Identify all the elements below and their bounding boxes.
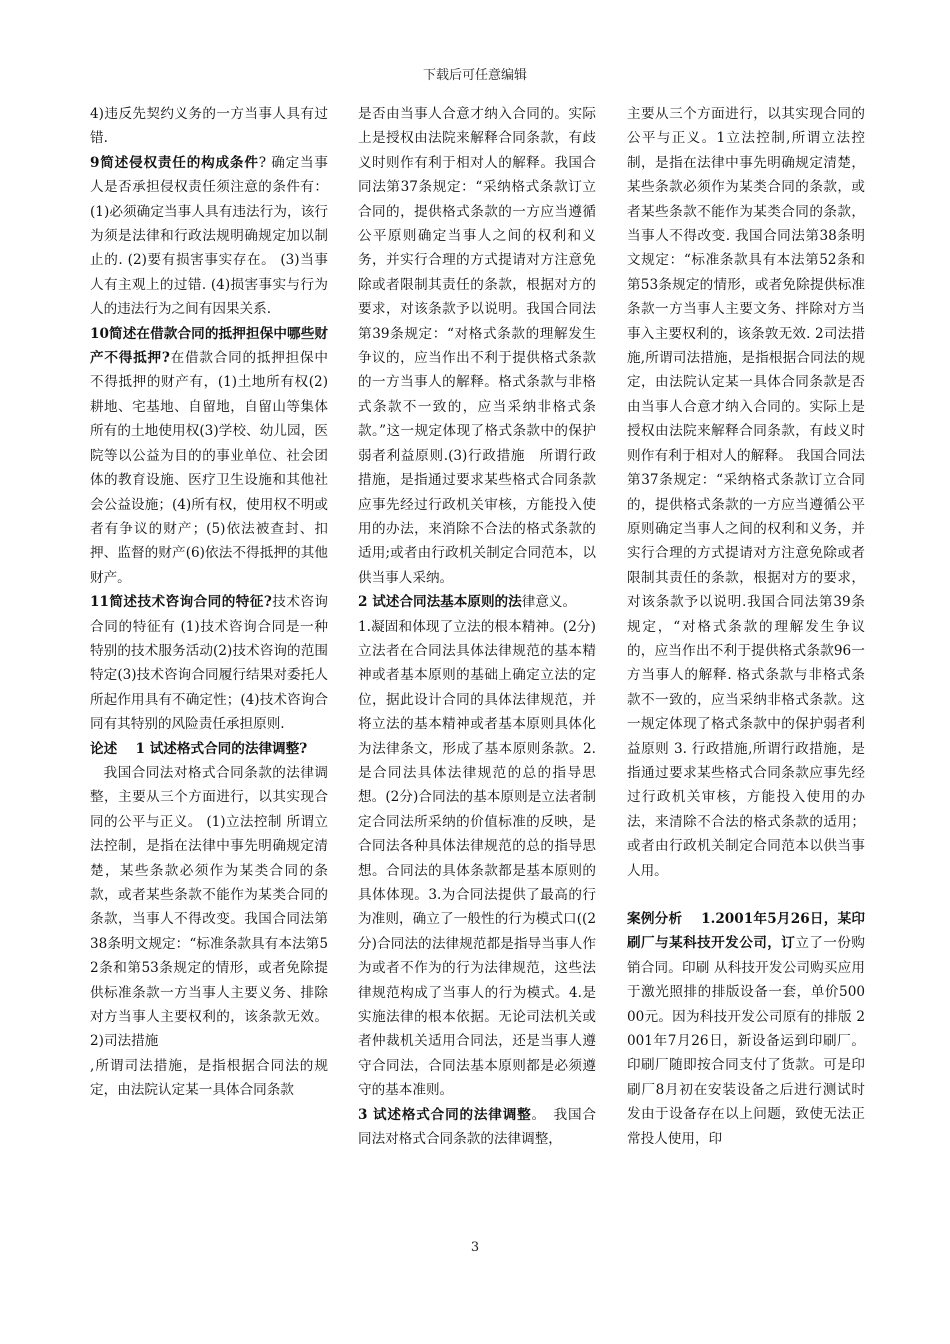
question-title: 9简述侵权责任的构成条件: [90, 154, 259, 171]
spacer: [627, 883, 865, 907]
essay-heading: 论述 1 试述格式合同的法律调整?: [90, 740, 308, 757]
column-right: [627, 102, 865, 1151]
page-header: 下载后可任意编辑: [422, 68, 527, 83]
question-answer: 在借款合同的抵押担保中不得抵押的财产有，(1)土地所有权(2)耕地、宅基地、自留地，自留山等集体所有的土地使用权(3)学校、幼儿园，医院等以公益为目的的事业单位、社会团体的教育设施、医疗卫生设施和其他社会公益设施；(4)所有权，使用权不明或者有争议的财产；(5)依法被查封、扣押、监督的财产(6)依法不得抵押的其他财产。: [90, 350, 329, 586]
paragraph: 我国合同法对格式合同条款的法律调整，主要从三个方面进行，以其实现合同的公平与正义。 (1)立法控制 所谓立法控制，是指在法律中事先明确规定清楚，某些条款必须作为某类合同的条款，或者某些条款不能作为某类合同的条款，当事人不得改变。我国合同法第38条明文规定：“标准条款具有本法第52条和第53条规定的情形，或者免除提供标准条款一方当事人主要义务、排除对方当事人主要权利的，该条款无效。 2)司法措施: [90, 764, 328, 1050]
question-answer: ? 确定当事人是否承担侵权责任须注意的条件有：(1)必须确定当事人具有违法行为，该行为须是法律和行政法规明确规定加以制止的. (2)要有损害事实存在。 (3)当事人有主观上的过错. (4)损害事实与行为人的违法行为之间有因果关系.: [90, 154, 329, 318]
question-title: 10简述在借款合同的抵押担保中哪些财产不得抵押?: [90, 325, 328, 367]
essay-question-2: [358, 590, 596, 614]
column-middle: [358, 102, 596, 1151]
paragraph: 4)违反先契约义务的一方当事人具有过错.: [90, 106, 328, 147]
page-number: 3: [470, 1240, 480, 1255]
case-title: 案例分析 1.2001年5月26日，某印刷厂与某科技开发公司，订: [627, 911, 865, 952]
question-9: [90, 151, 328, 322]
question-11: [90, 590, 328, 736]
paragraph: ,所谓司法措施，是指根据合同法的规定，由法院认定某一具体合同条款: [90, 1057, 328, 1099]
question-title: 3 试述格式合同的法律调整: [358, 1106, 532, 1123]
paragraph: 是否由当事人合意才纳入合同的。实际上是授权由法院来解释合同条款，有歧义时则作有利于相对人的解释。我国合同法第37条规定：“采纳格式条款订立合同的，提供格式条款的一方应当遵循公平原则确定当事人之间的权利和义务，并实行合理的方式提请对方注意免除或者限制其责任的条款，根据对方的要求，对该条款予以说明。我国合同法第39条规定：“对格式条款的理解发生争议的，应当作出不利于提供格式条款的一方当事人的解释。格式条款与非格式条款不一致的，应当采纳非格式条款。”这一规定体现了格式条款中的保护弱者利益原则.(3)行政措施 所谓行政措施，是指通过要求某些格式合同条款应事先经过行政机关审核，方能投入使用的办法，来消除不合法的格式条款的适用;或者由行政机关制定合同范本，以供当事人采纳。: [358, 106, 596, 586]
question-title: 11简述技术咨询合同的特征?: [90, 594, 272, 611]
question-answer: 。 我国合同法对格式合同条款的法律调整，: [358, 1106, 596, 1148]
question-title-tail: 律意义。: [521, 594, 577, 611]
case-analysis: [627, 907, 865, 1151]
essay-question-3: [358, 1103, 596, 1152]
paragraph: 1.凝固和体现了立法的根本精神。(2分)立法者在合同法具体法律规范的基本精神或者基本原则的基础上确定立法的定位，据此设计合同的具体法律规范，并将立法的基本精神或者基本原则具体化为法律条文，形成了基本原则条款。2.是合同法具体法律规范的总的指导思想。(2分)合同法的基本原则是立法者制定合同法所采纳的价值标准的反映，是合同法各种具体法律规范的总的指导思想。合同法的具体条款都是基本原则的具体体现。3.为合同法提供了最高的行为准则，确立了一般性的行为模式口((2分)合同法的法律规范都是指导当事人作为或者不作为的行为法律规范，这些法律规范构成了当事人的行为模式。4.是实施法律的根本依据。无论司法机关或者仲裁机关适用合同法，还是当事人遵守合同法，合同法基本原则都是必须遵守的基本准则。: [358, 618, 596, 1099]
question-10: [90, 322, 328, 590]
question-answer: 技术咨询合同的特征有 (1)技术咨询合同是一种特别的技术服务活动(2)技术咨询的范围特定(3)技术咨询合同履行结果对委托人所起作用具有不确定性；(4)技术咨询合同有其特别的风险责任承担原则.: [90, 594, 329, 733]
case-body: 立了一份购销合同。印刷 从科技开发公司购买应用于激光照排的排版设备一套，单价50000元。因为科技开发公司原有的排版 2001年7月26日，新设备运到印刷厂。印刷厂随即按合同支付了货款。可是印刷厂8月初在安装设备之后进行测试时发由于设备存在以上问题，致使无法正常投人使用，印: [627, 935, 866, 1147]
column-left: [90, 102, 328, 1103]
question-title: 2 试述合同法基本原则的法: [358, 594, 522, 611]
paragraph: 主要从三个方面进行，以其实现合同的公平与正义。1立法控制,所谓立法控制，是指在法律中事先明确规定清楚，某些条款必须作为某类合同的条款，或者某些条款不能作为某类合同的条款，当事人不得改变. 我国合同法第38条明文规定：“标准条款具有本法第52条和第53条规定的情形，或者免除提供标准条款一方当事人主要文务、拌除对方当事入主要权利的，该条敦无效. 2司法措施,所谓司法措施，是指根据合同法的规定，由法院认定某一具体合同条款是否由当事人合意才纳入合同的。实际上是授权由法院来解释合同条款，有歧义时则作有利于相对人的解释。 我国合同法第37条规定：“采纳格式条款订立合同的，提供格式条款的一方应当遵循公平原则确定当事人之间的权利和义务，并实行合理的方式提请对方注意免除或者限制其责任的条款，根据对方的要求，对该条款予以说明.我国合同法第39条规定，“对格式条款的理解发生争议的，应当作出不利于提供格式条款96一方当事人的解释. 格式条款与非格式条款不一致的，应当采纳非格式条款。这一规定体现了格式条款中的保护弱者利益原则 3. 行政措施,所谓行政措施，是指通过要求某些格式合同条款应事先经过行政机关审核，方能投入使用的办法，来清除不合法的格式条款的适用；或者由行政机关制定合同范本以供当事人用。: [627, 106, 865, 879]
